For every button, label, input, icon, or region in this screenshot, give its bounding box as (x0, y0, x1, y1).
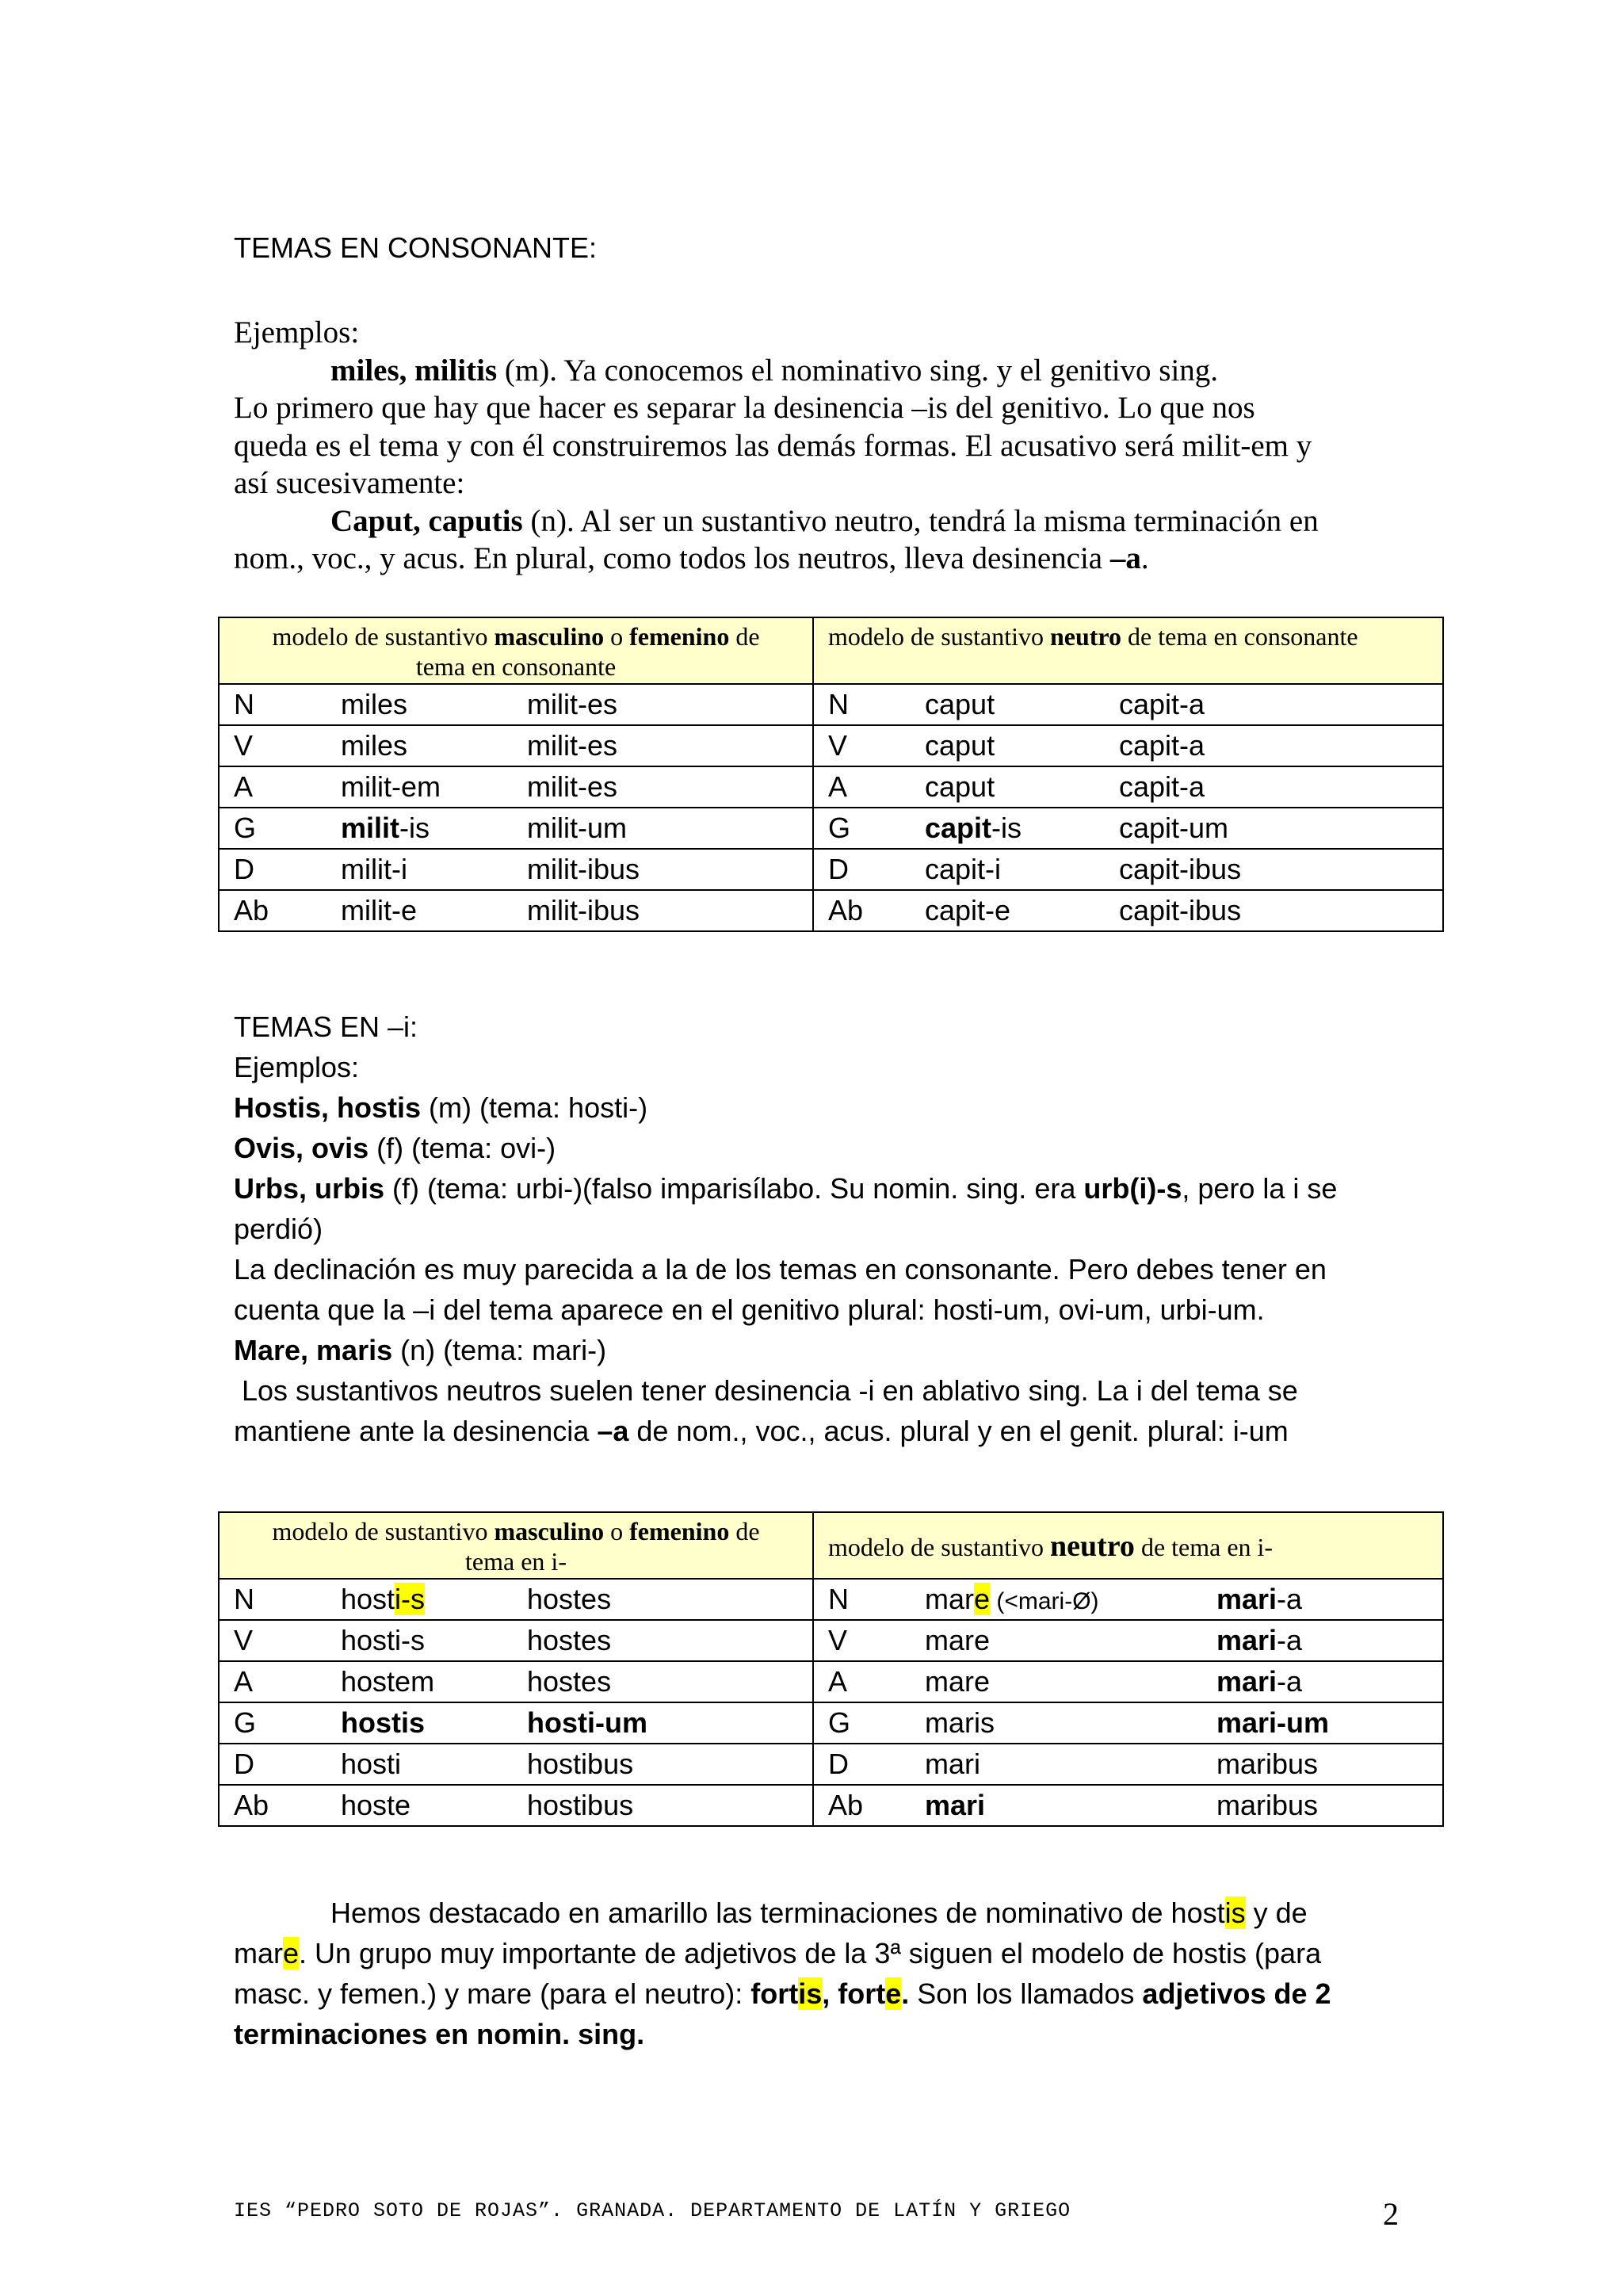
stem-bold: mari (1216, 1624, 1277, 1656)
example-caput-desc: (n). Al ser un sustantivo neutro, tendrá la misma terminación en (522, 503, 1319, 538)
singular-form: caput (925, 729, 995, 762)
plural-form (1216, 1662, 1302, 1702)
table-row (219, 1661, 1443, 1702)
text-span: de tema en consonante (1121, 622, 1358, 651)
text-span: o (604, 622, 630, 651)
example-hostis (234, 1087, 1391, 1128)
singular-form: hosti-s (341, 1624, 426, 1656)
ejemplos-label: Ejemplos: (234, 315, 360, 350)
case-label: V (828, 729, 848, 762)
table-header-masc-fem (219, 617, 813, 684)
text-span: masc. y femen.) y mare (para el neutro): (234, 1977, 751, 2010)
case-label: A (234, 1665, 254, 1698)
case-label: Ab (234, 894, 269, 926)
table-header-masc-fem (219, 1512, 813, 1579)
example-desc: (f) (tema: ovi-) (369, 1132, 556, 1164)
singular-form: caput (925, 688, 995, 720)
highlighted-ending: e (885, 1977, 902, 2010)
table-header-row (219, 617, 1443, 684)
text-span: tema en consonante (415, 652, 617, 681)
plural-form: milit-ibus (527, 894, 640, 926)
text-span: . (1140, 541, 1149, 575)
singular-form: hostem (341, 1665, 435, 1698)
example-mare (234, 1330, 1391, 1370)
text-span: modelo de sustantivo (828, 622, 1050, 651)
singular-form (341, 1580, 425, 1619)
highlighted-ending: e (974, 1583, 991, 1615)
stem-bold: capit (925, 812, 992, 844)
adjective-stem: , fort (822, 1977, 886, 2010)
plural-form: milit-es (527, 688, 617, 720)
paragraph-line: cuenta que la –i del tema aparece en el genitivo plural: hosti-um, ovi-um, urbi-um. (234, 1293, 1265, 1326)
plural-form: hosti-um (527, 1706, 647, 1739)
ejemplos-label: Ejemplos: (234, 1051, 360, 1083)
example-miles-term: miles, militis (330, 353, 498, 388)
paragraph-line: La declinación es muy parecida a la de los temas en consonante. Pero debes tener en (234, 1253, 1327, 1286)
case-label: N (828, 688, 849, 720)
table-row (219, 766, 1443, 808)
desinence-a: –a (1109, 541, 1141, 575)
section-heading-i: TEMAS EN –i: (234, 1010, 418, 1043)
case-label: Ab (828, 1789, 864, 1821)
paragraph-line (234, 2014, 1391, 2054)
text-span: femenino (629, 1517, 730, 1545)
page-footer: IES “PEDRO SOTO DE ROJAS”. GRANADA. DEPARTAMENTO DE LATÍN Y GRIEGO (234, 2199, 1071, 2222)
singular-form (925, 808, 1022, 848)
plural-form: hostibus (527, 1748, 634, 1780)
example-term: urb(i)-s (1083, 1172, 1182, 1205)
stem-bold: mari (1216, 1583, 1277, 1615)
case-label: D (828, 853, 849, 885)
table-row (219, 1744, 1443, 1785)
ending: -a (1277, 1665, 1303, 1698)
ending: -is (991, 812, 1022, 844)
text-span: de (729, 1517, 760, 1545)
table-header-neutro (813, 617, 1443, 684)
case-label: N (234, 1583, 254, 1615)
case-label: N (234, 688, 254, 720)
paragraph-line: Lo primero que hay que hacer es separar la desinencia –is del genitivo. Lo que nos (234, 391, 1255, 425)
paragraph-line (234, 1933, 1391, 1973)
etymology-note: (<mari-Ø) (990, 1588, 1099, 1614)
singular-form: milit-em (341, 770, 441, 803)
example-miles-desc: (m). Ya conocemos el nominativo sing. y el genitivo sing. (497, 353, 1219, 388)
plural-form: capit-ibus (1119, 894, 1242, 926)
table-header-neutro (813, 1512, 1443, 1579)
example-desc: (n) (tema: mari-) (392, 1334, 607, 1366)
text-span: de nom., voc., acus. plural y en el genit. plural: i-um (628, 1415, 1289, 1447)
singular-form: hoste (341, 1789, 411, 1821)
page-number: 2 (1383, 2196, 1399, 2232)
example-desc: , pero la i se (1182, 1172, 1338, 1205)
table-row (219, 1620, 1443, 1661)
case-label: V (828, 1624, 848, 1656)
text-span: terminaciones en nomin. sing. (234, 2018, 645, 2050)
case-label: G (234, 1706, 257, 1739)
paragraph-line (234, 540, 1391, 578)
example-urbs (234, 1168, 1391, 1209)
plural-form: milit-es (527, 729, 617, 762)
plural-form: hostes (527, 1583, 612, 1615)
singular-form: mare (925, 1624, 991, 1656)
stem: mar (925, 1583, 974, 1615)
paragraph-line: perdió) (234, 1213, 323, 1245)
paragraph-line: Los sustantivos neutros suelen tener desinencia -i en ablativo sing. La i del tema se (234, 1374, 1298, 1407)
singular-form: miles (341, 688, 408, 720)
adjective-stem: fort (750, 1977, 799, 2010)
example-caput-term: Caput, caputis (330, 503, 523, 538)
declension-table-consonante (218, 617, 1444, 932)
ending: -is (399, 812, 430, 844)
example-term: Ovis, ovis (234, 1132, 369, 1164)
conclusion-paragraph (234, 1893, 1391, 2054)
text-span: o (604, 1517, 630, 1545)
case-label: D (234, 853, 254, 885)
paragraph-line: así sucesivamente: (234, 466, 465, 500)
text-span: y de (1245, 1897, 1308, 1929)
text-span: . Un grupo muy importante de adjetivos de la 3ª siguen el modelo de hostis (para (299, 1937, 1322, 1969)
table-row (219, 890, 1443, 931)
singular-form: capit-i (925, 853, 1002, 885)
ending: -a (1277, 1583, 1303, 1615)
text-span: masculino (494, 1517, 605, 1545)
desinence-a: –a (597, 1415, 629, 1447)
case-label: D (234, 1748, 254, 1780)
text-span: Hemos destacado en amarillo las terminaciones de nominativo de host (330, 1897, 1225, 1929)
table-row (219, 1785, 1443, 1826)
plural-form: capit-ibus (1119, 853, 1242, 885)
text-span: modelo de sustantivo (828, 1532, 1050, 1561)
example-ovis (234, 1128, 1391, 1168)
text-span: Son los llamados (909, 1977, 1143, 2010)
case-label: A (234, 770, 254, 803)
plural-form: mari-um (1216, 1706, 1330, 1739)
text-span: mantiene ante la desinencia (234, 1415, 598, 1447)
text-span: modelo de sustantivo (272, 622, 495, 651)
paragraph-line: queda es el tema y con él construiremos las demás formas. El acusativo será milit-em y (234, 428, 1312, 463)
stem: host (341, 1583, 395, 1615)
text-span: de tema en i- (1134, 1532, 1274, 1561)
section-consonante-text (234, 314, 1391, 578)
table-row (219, 849, 1443, 890)
singular-form: capit-e (925, 894, 1011, 926)
section-heading-consonante: TEMAS EN CONSONANTE: (234, 231, 598, 264)
singular-form: mare (925, 1665, 991, 1698)
text-span: masculino (494, 622, 605, 651)
text-span: de (729, 622, 760, 651)
example-term: Hostis, hostis (234, 1091, 422, 1124)
case-label: V (234, 1624, 254, 1656)
plural-form (1216, 1621, 1302, 1660)
table-row (219, 1702, 1443, 1744)
stem-bold: mari (1216, 1665, 1277, 1698)
paragraph-line (234, 1411, 1391, 1451)
plural-form: hostes (527, 1665, 612, 1698)
text-span: modelo de sustantivo (272, 1517, 495, 1545)
singular-form: mari (925, 1748, 980, 1780)
plural-form: milit-um (527, 812, 627, 844)
example-miles (234, 352, 1391, 390)
plural-form: milit-ibus (527, 853, 640, 885)
plural-form: capit-um (1119, 812, 1229, 844)
example-term: Urbs, urbis (234, 1172, 385, 1205)
case-label: G (828, 812, 851, 844)
singular-form: milit-e (341, 894, 417, 926)
plural-form: capit-a (1119, 688, 1205, 720)
table-row (219, 684, 1443, 725)
table-row (219, 725, 1443, 766)
highlighted-ending: e (283, 1937, 300, 1969)
text-span: neutro (1049, 1529, 1135, 1563)
plural-form: maribus (1216, 1789, 1319, 1821)
ending: -a (1277, 1624, 1303, 1656)
paragraph-line (234, 1893, 1391, 1933)
section-temas-en-i (234, 1007, 1391, 1451)
singular-form (341, 808, 430, 848)
text-span: nom., voc., y acus. En plural, como todos los neutros, lleva desinencia (234, 541, 1110, 575)
plural-form (1216, 1580, 1302, 1619)
plural-form: capit-a (1119, 770, 1205, 803)
table-row (219, 1579, 1443, 1620)
example-desc: (f) (tema: urbi-)(falso imparisílabo. Su nomin. sing. era (384, 1172, 1084, 1205)
plural-form: hostes (527, 1624, 612, 1656)
text-span: neutro (1049, 622, 1122, 651)
case-label: N (828, 1583, 849, 1615)
text-span: . (901, 1977, 910, 2010)
example-desc: (m) (tema: hosti-) (421, 1091, 648, 1124)
table-row (219, 808, 1443, 849)
case-label: D (828, 1748, 849, 1780)
singular-form (925, 1580, 1099, 1622)
text-span: femenino (629, 622, 730, 651)
plural-form: hostibus (527, 1789, 634, 1821)
case-label: G (234, 812, 257, 844)
highlighted-ending: is (798, 1977, 823, 2010)
case-label: G (828, 1706, 851, 1739)
example-caput (234, 502, 1391, 541)
highlighted-ending: i-s (395, 1583, 426, 1615)
case-label: V (234, 729, 254, 762)
singular-form: mari (925, 1789, 986, 1821)
highlighted-ending: is (1224, 1897, 1246, 1929)
case-label: Ab (234, 1789, 269, 1821)
plural-form: capit-a (1119, 729, 1205, 762)
singular-form: miles (341, 729, 408, 762)
singular-form: caput (925, 770, 995, 803)
text-span: adjetivos de 2 (1142, 1977, 1331, 2010)
stem-bold: milit (341, 812, 400, 844)
plural-form: maribus (1216, 1748, 1319, 1780)
text-span: tema en i- (465, 1547, 567, 1576)
text-span: mar (234, 1937, 283, 1969)
paragraph-line (234, 1973, 1391, 2014)
case-label: A (828, 770, 848, 803)
example-term: Mare, maris (234, 1334, 393, 1366)
declension-table-i (218, 1511, 1444, 1827)
plural-form: milit-es (527, 770, 617, 803)
singular-form: maris (925, 1706, 995, 1739)
case-label: A (828, 1665, 848, 1698)
table-header-row (219, 1512, 1443, 1579)
case-label: Ab (828, 894, 864, 926)
singular-form: hostis (341, 1706, 426, 1739)
singular-form: milit-i (341, 853, 407, 885)
singular-form: hosti (341, 1748, 402, 1780)
